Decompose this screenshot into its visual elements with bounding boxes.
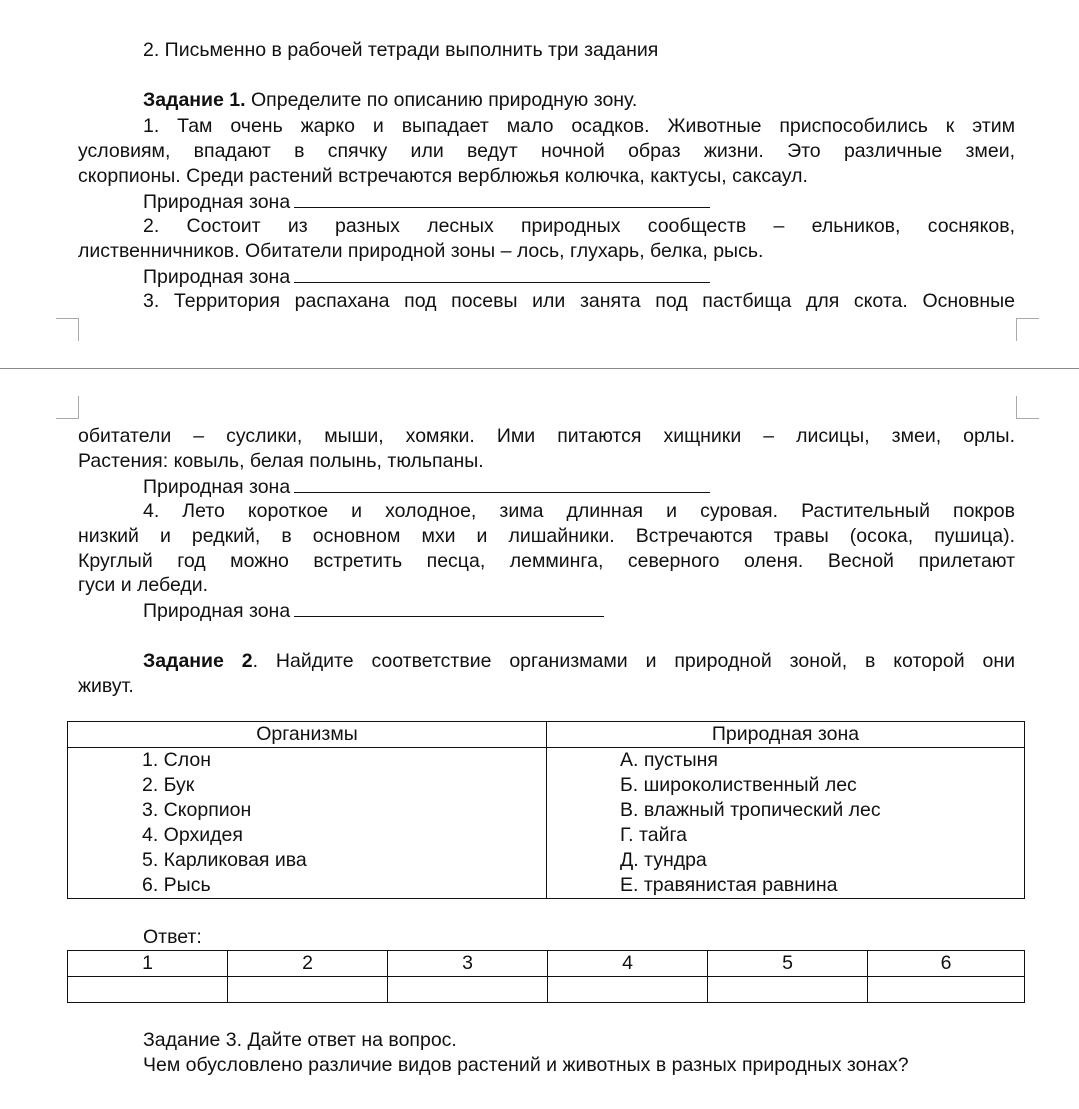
answer-cell-6[interactable] (868, 977, 1025, 1003)
page-corner-mark (1016, 396, 1039, 419)
answer-column-header: 4 (548, 951, 708, 977)
list-item: Г. тайга (620, 824, 687, 846)
task1-item4-line3: Круглый год можно встретить песца, лемминга, северного оленя. Весной прилетают (78, 550, 1015, 572)
task2-heading-line1 (143, 649, 1015, 674)
answer-cell-4[interactable] (548, 977, 708, 1003)
matching-table (67, 721, 1025, 899)
organisms-list (68, 748, 547, 899)
answer-input-row (68, 977, 1025, 1003)
answer-blank-1[interactable] (294, 189, 710, 208)
table-header-row (68, 722, 1025, 748)
answer-cell-1[interactable] (68, 977, 228, 1003)
task1-answer-3 (143, 474, 710, 500)
page-corner-mark (56, 318, 79, 341)
page-corner-mark (56, 396, 79, 419)
list-item: 4. Орхидея (142, 824, 243, 846)
task1-item4-line2: низкий и редкий, в основном мхи и лишайники. Встречаются травы (осока, пушица). (78, 525, 1015, 547)
page-corner-mark (1016, 318, 1039, 341)
task2-label: Задание 2 (143, 650, 253, 672)
answer-table (67, 950, 1025, 1003)
list-item: 2. Бук (142, 774, 195, 796)
list-item: 5. Карликовая ива (142, 849, 307, 871)
task1-item3-line2: обитатели – суслики, мыши, хомяки. Ими питаются хищники – лисицы, змеи, орлы. (78, 425, 1015, 447)
list-item: 1. Слон (142, 749, 211, 771)
task1-label: Задание 1. (143, 89, 246, 111)
task1-heading (143, 88, 637, 113)
answer-blank-4[interactable] (294, 598, 604, 617)
list-item: Б. широколиственный лес (620, 774, 857, 796)
task3-title: Задание 3. Дайте ответ на вопрос. (143, 1029, 457, 1051)
list-item: 3. Скорпион (142, 799, 252, 821)
answer-label: Природная зона (143, 266, 291, 288)
answer-column-header: 2 (228, 951, 388, 977)
answer-cell-3[interactable] (388, 977, 548, 1003)
task1-item3-line3: Растения: ковыль, белая полынь, тюльпаны. (78, 450, 484, 472)
answer-column-header: 3 (388, 951, 548, 977)
task1-item1-line2: условиям, впадают в спячку или ведут ночной образ жизни. Это различные змеи, (78, 140, 1015, 162)
task1-text: Определите по описанию природную зону. (245, 89, 638, 111)
task1-item2-line2: лиственничников. Обитатели природной зоны – лось, глухарь, белка, рысь. (78, 240, 764, 262)
column-header-zone: Природная зона (547, 722, 1025, 748)
answer-cell-5[interactable] (708, 977, 868, 1003)
table-row (68, 748, 1025, 899)
answer-blank-3[interactable] (294, 474, 710, 493)
page-break-separator (0, 368, 1079, 369)
answer-column-header: 6 (868, 951, 1025, 977)
task2-text: . Найдите соответствие организмами и природной зоной, в которой они (252, 650, 1015, 672)
task1-item1-line1: 1. Там очень жарко и выпадает мало осадков. Животные приспособились к этим (143, 115, 1015, 137)
page-heading: 2. Письменно в рабочей тетради выполнить три задания (143, 39, 659, 61)
answer-label: Ответ: (143, 926, 202, 948)
list-item: Д. тундра (620, 849, 707, 871)
task1-item4-line1: 4. Лето короткое и холодное, зима длинная и суровая. Растительный покров (143, 500, 1015, 522)
list-item: Е. травянистая равнина (620, 874, 838, 896)
answer-column-header: 1 (68, 951, 228, 977)
task1-item4-line4: гуси и лебеди. (78, 574, 209, 596)
list-item: В. влажный тропический лес (620, 799, 881, 821)
task2-heading-line2: живут. (78, 675, 134, 697)
zones-list (547, 748, 1025, 899)
task3-question: Чем обусловлено различие видов растений и животных в разных природных зонах? (143, 1054, 909, 1076)
answer-label: Природная зона (143, 600, 291, 622)
list-item: А. пустыня (620, 749, 718, 771)
task1-item2-line1: 2. Состоит из разных лесных природных сообществ – ельников, сосняков, (143, 215, 1015, 237)
answer-cell-2[interactable] (228, 977, 388, 1003)
task1-item1-line3: скорпионы. Среди растений встречаются верблюжья колючка, кактусы, саксаул. (78, 165, 808, 187)
answer-blank-2[interactable] (294, 264, 710, 283)
task1-answer-4 (143, 598, 604, 624)
task1-item3-line1: 3. Территория распахана под посевы или занята под пастбища для скота. Основные (143, 290, 1015, 312)
answer-label: Природная зона (143, 476, 291, 498)
column-header-organisms: Организмы (68, 722, 547, 748)
list-item: 6. Рысь (142, 874, 211, 896)
answer-header-row (68, 951, 1025, 977)
answer-column-header: 5 (708, 951, 868, 977)
task1-answer-2 (143, 264, 710, 290)
task1-answer-1 (143, 189, 710, 215)
answer-label: Природная зона (143, 191, 291, 213)
